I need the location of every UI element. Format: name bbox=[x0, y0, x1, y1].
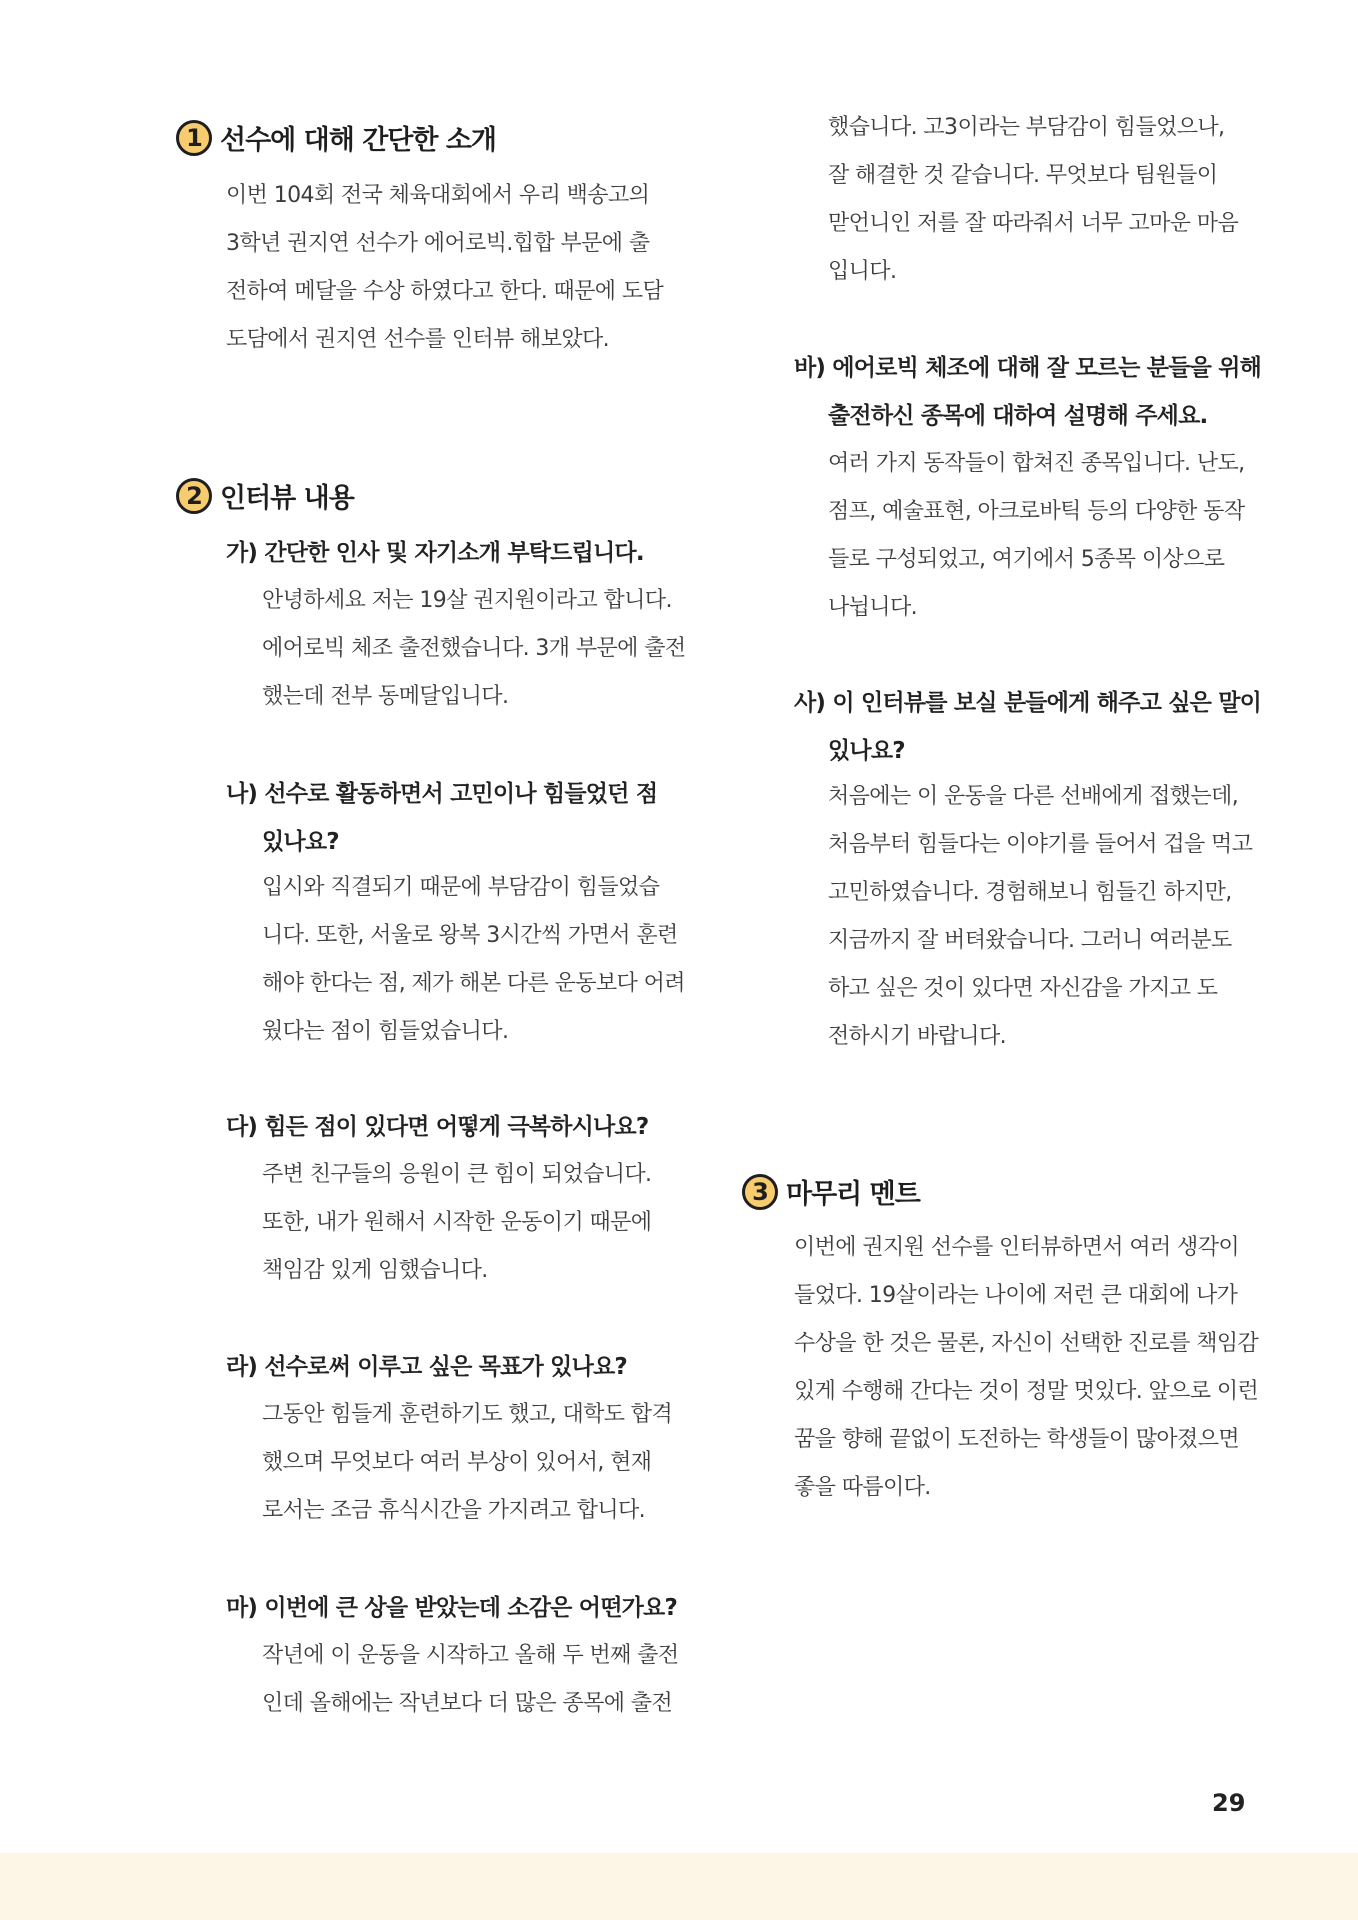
answer-da: 주변 친구들의 응원이 큰 힘이 되었습니다. 또한, 내가 원해서 시작한 운동이기 때문에 책임감 있게 임했습니다. bbox=[262, 1162, 652, 1283]
answer-ba: 여러 가지 동작들이 합쳐진 종목입니다. 난도, 점프, 예술표현, 아크로바틱 등의 다양한 동작 들로 구성되었고, 여기에서 5종목 이상으로 나뉩니다. bbox=[828, 451, 1245, 620]
answer-sa: 처음에는 이 운동을 다른 선배에게 접했는데, 처음부터 힘들다는 이야기를 들어서 겁을 먹고 고민하였습니다. 경험해보니 힘들긴 하지만, 지금까지 잘 버텨왔습니다. 그러니 여러분도 하고 싶은 것이 있다면 자신감을 가지고 도 전하시기 바랍니다. bbox=[828, 784, 1253, 1049]
section-1-body: 이번 104회 전국 체육대회에서 우리 백송고의 3학년 권지연 선수가 에어로빅.힙합 부문에 출 전하여 메달을 수상 하였다고 한다. 때문에 도담 도담에서 권지연 선수를 인터뷰 해보았다. bbox=[226, 183, 664, 352]
question-na: 나) 선수로 활동하면서 고민이나 힘들었던 점 있나요? bbox=[226, 781, 658, 855]
section-title: 마무리 멘트 bbox=[786, 1179, 920, 1210]
section-3-body: 이번에 권지원 선수를 인터뷰하면서 여러 생각이 들었다. 19살이라는 나이에 저런 큰 대회에 나가 수상을 한 것은 물론, 자신이 선택한 진로를 책임감 있게 수행해 간다는 것이 정말 멋있다. 앞으로 이런 꿈을 향해 끝없이 도전하는 학생들이 많아졌으면 좋을 따름이다. bbox=[794, 1235, 1259, 1500]
section-title: 선수에 대해 간단한 소개 bbox=[220, 125, 497, 156]
section-title: 인터뷰 내용 bbox=[220, 483, 354, 514]
question-da: 다) 힘든 점이 있다면 어떻게 극복하시나요? bbox=[226, 1114, 649, 1140]
question-ma: 마) 이번에 큰 상을 받았는데 소감은 어떤가요? bbox=[226, 1595, 678, 1621]
question-ba: 바) 에어로빅 체조에 대해 잘 모르는 분들을 위해 출전하신 종목에 대하여 설명해 주세요. bbox=[794, 355, 1262, 429]
answer-ma-continued: 했습니다. 고3이라는 부담감이 힘들었으나, 잘 해결한 것 같습니다. 무엇보다 팀원들이 맏언니인 저를 잘 따라줘서 너무 고마운 마음 입니다. bbox=[828, 115, 1239, 284]
answer-ga: 안녕하세요 저는 19살 권지원이라고 합니다. 에어로빅 체조 출전했습니다. 3개 부문에 출전 했는데 전부 동메달입니다. bbox=[262, 588, 686, 709]
question-ra: 라) 선수로써 이루고 싶은 목표가 있나요? bbox=[226, 1354, 627, 1380]
page-number: 29 bbox=[1212, 1789, 1246, 1817]
section-number-badge: 3 bbox=[742, 1174, 778, 1210]
section-3-heading bbox=[742, 1172, 920, 1211]
answer-na: 입시와 직결되기 때문에 부담감이 힘들었습 니다. 또한, 서울로 왕복 3시간씩 가면서 훈련 해야 한다는 점, 제가 해본 다른 운동보다 어려 웠다는 점이 힘들었습니다. bbox=[262, 875, 685, 1044]
section-1-heading bbox=[176, 118, 496, 157]
question-ga: 가) 간단한 인사 및 자기소개 부탁드립니다. bbox=[226, 540, 644, 566]
answer-ra: 그동안 힘들게 훈련하기도 했고, 대학도 합격 했으며 무엇보다 여러 부상이 있어서, 현재 로서는 조금 휴식시간을 가지려고 합니다. bbox=[262, 1402, 673, 1523]
section-2-heading bbox=[176, 476, 354, 515]
footer-band bbox=[0, 1853, 1358, 1920]
answer-ma: 작년에 이 운동을 시작하고 올해 두 번째 출전 인데 올해에는 작년보다 더 많은 종목에 출전 bbox=[262, 1643, 679, 1716]
question-sa: 사) 이 인터뷰를 보실 분들에게 해주고 싶은 말이 있나요? bbox=[794, 690, 1262, 764]
section-number-badge: 1 bbox=[176, 120, 212, 156]
section-number-badge: 2 bbox=[176, 478, 212, 514]
